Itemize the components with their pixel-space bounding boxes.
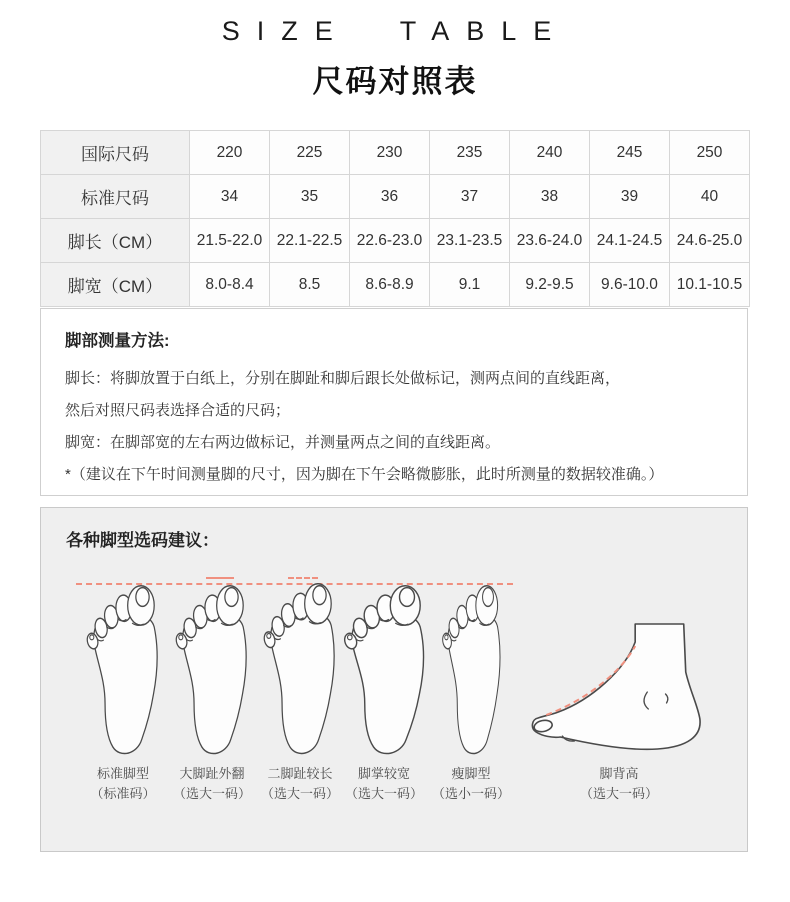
size-table (40, 130, 750, 307)
foot-illustration-long-second-toe (261, 580, 339, 762)
foot-type-section (40, 507, 748, 852)
foot-type-label-high-instep (571, 764, 667, 804)
size-cell: 34 (190, 175, 270, 219)
table-row-standard-size (41, 175, 750, 219)
page-title-en: SIZE TABLE (221, 16, 569, 46)
foot-illustration-bunion (173, 582, 251, 762)
foot-type-label-narrow (423, 764, 519, 804)
foot-illustration-wide (341, 582, 429, 762)
measurement-line: 然后对照尺码表选择合适的尺码； (65, 402, 291, 419)
foot-type-label-standard (75, 764, 171, 804)
table-row-international-size (41, 131, 750, 175)
foot-illustration-narrow (440, 582, 504, 762)
foot-type-name: 大脚趾外翻 (179, 766, 245, 781)
size-cell: 23.1-23.5 (430, 219, 510, 263)
toe-overflow-mark (206, 577, 234, 579)
size-cell: 21.5-22.0 (190, 219, 270, 263)
size-cell: 35 (270, 175, 350, 219)
row-header: 脚长（CM） (41, 219, 190, 263)
measurement-line: 脚宽：在脚部宽的左右两边做标记，并测量两点之间的直线距离。 (65, 434, 501, 451)
size-cell: 245 (590, 131, 670, 175)
foot-type-name: 脚背高 (599, 766, 639, 781)
row-header: 国际尺码 (41, 131, 190, 175)
size-cell: 24.1-24.5 (590, 219, 670, 263)
size-cell: 250 (670, 131, 750, 175)
foot-type-name: 脚掌较宽 (357, 766, 410, 781)
foot-type-advice: （标准码） (90, 786, 156, 801)
size-cell: 37 (430, 175, 510, 219)
size-cell: 9.1 (430, 263, 510, 307)
size-cell: 235 (430, 131, 510, 175)
measurement-line: 脚长：将脚放置于白纸上，分别在脚趾和脚后跟长处做标记，测两点间的直线距离， (65, 370, 621, 387)
size-cell: 225 (270, 131, 350, 175)
size-cell: 9.6-10.0 (590, 263, 670, 307)
foot-type-advice: （选小一码） (431, 786, 510, 801)
size-cell: 22.1-22.5 (270, 219, 350, 263)
page-title-cn: 尺码对照表 (312, 64, 478, 99)
table-row-foot-length (41, 219, 750, 263)
foot-type-label-bunion (164, 764, 260, 804)
size-cell: 8.5 (270, 263, 350, 307)
size-cell: 9.2-9.5 (510, 263, 590, 307)
table-row-foot-width (41, 263, 750, 307)
size-cell: 40 (670, 175, 750, 219)
size-cell: 8.0-8.4 (190, 263, 270, 307)
size-cell: 240 (510, 131, 590, 175)
foot-type-label-wide (336, 764, 432, 804)
foot-type-advice: （选大一码） (344, 786, 423, 801)
foot-type-name: 标准脚型 (96, 766, 149, 781)
size-cell: 8.6-8.9 (350, 263, 430, 307)
size-cell: 24.6-25.0 (670, 219, 750, 263)
measurement-method-heading: 脚部测量方法: (65, 332, 170, 350)
foot-type-label-long-second-toe (252, 764, 348, 804)
size-cell: 10.1-10.5 (670, 263, 750, 307)
size-cell: 36 (350, 175, 430, 219)
measurement-method-box (40, 308, 748, 496)
foot-type-name: 二脚趾较长 (267, 766, 333, 781)
foot-illustration-high-instep (528, 616, 710, 758)
size-cell: 230 (350, 131, 430, 175)
toe-overflow-mark (288, 577, 318, 579)
size-cell: 38 (510, 175, 590, 219)
size-cell: 23.6-24.0 (510, 219, 590, 263)
foot-type-heading: 各种脚型选码建议： (66, 531, 219, 550)
size-cell: 22.6-23.0 (350, 219, 430, 263)
foot-type-advice: （选大一码） (172, 786, 251, 801)
foot-type-name: 瘦脚型 (451, 766, 491, 781)
size-cell: 39 (590, 175, 670, 219)
row-header: 脚宽（CM） (41, 263, 190, 307)
measurement-line: *（建议在下午时间测量脚的尺寸，因为脚在下午会略微膨胀，此时所测量的数据较准确。） (65, 466, 664, 483)
size-cell: 220 (190, 131, 270, 175)
foot-type-advice: （选大一码） (579, 786, 658, 801)
foot-type-advice: （选大一码） (260, 786, 339, 801)
foot-illustration-standard (84, 582, 162, 762)
row-header: 标准尺码 (41, 175, 190, 219)
